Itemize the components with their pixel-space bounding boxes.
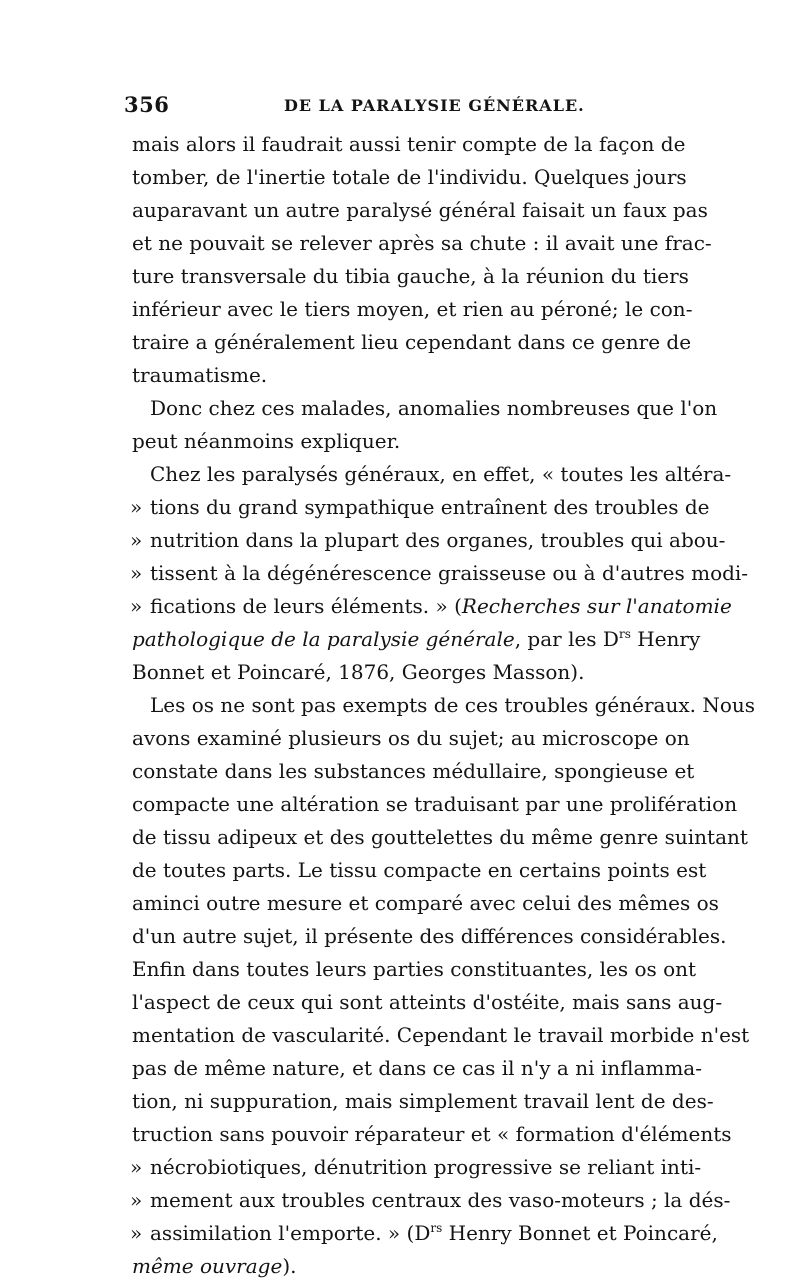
text-line-7: traire a généralement lieu cependant dans ce genre de [132,330,692,354]
text-line-1: mais alors il faudrait aussi tenir compte de la façon de [132,132,686,156]
text-line-33-content: mement aux troubles centraux des vaso-moteurs ; la dés- [150,1188,731,1212]
superscript: rs [618,627,631,641]
text-line-34-content: assimilation l'emporte. » (D [150,1221,431,1245]
running-head [124,92,684,122]
text-line-13 [130,524,726,557]
text-line-4: et ne pouvait se relever après sa chute : il avait une frac- [132,231,712,255]
text-line-14-content: tissent à la dégénérescence graisseuse ou à d'autres modi- [150,561,749,585]
text-line-34 [130,1217,718,1250]
text-line-25: d'un autre sujet, il présente des différences considérables. [132,924,727,948]
quote-mark: » [130,1155,143,1179]
citation-work: même ouvrage [132,1254,283,1278]
running-title: DE LA PARALYSIE GÉNÉRALE. [284,96,585,115]
text-line-12 [130,491,710,524]
quote-mark: » [130,528,143,552]
text-line-12-content: tions du grand sympathique entraînent des troubles de [150,495,710,519]
text-line-22: de tissu adipeux et des gouttelettes du même genre suintant [132,825,748,849]
text-line-32-content: nécrobiotiques, dénutrition progressive se reliant inti- [150,1155,702,1179]
text-line-34-end: Henry Bonnet et Poincaré, [442,1221,718,1245]
text-line-35-end: ). [282,1254,297,1278]
body-text [130,128,756,1283]
text-line-15 [130,590,732,623]
text-line-35 [132,1250,677,1283]
text-line-3: auparavant un autre paralysé général faisait un faux pas [132,198,708,222]
text-line-24: aminci outre mesure et comparé avec celui des mêmes os [132,891,719,915]
text-line-10: peut néanmoins expliquer. [132,429,401,453]
text-line-16-end: Henry [630,627,701,651]
text-line-6: inférieur avec le tiers moyen, et rien au péroné; le con- [132,297,693,321]
text-line-2: tomber, de l'inertie totale de l'individu. Quelques jours [132,165,687,189]
text-line-31: truction sans pouvoir réparateur et « formation d'éléments [132,1122,732,1146]
quote-mark: » [130,1221,143,1245]
text-line-27: l'aspect de ceux qui sont atteints d'ostéite, mais sans aug- [132,990,723,1014]
text-line-28: mentation de vascularité. Cependant le travail morbide n'est [132,1023,750,1047]
text-line-17: Bonnet et Poincaré, 1876, Georges Masson). [132,660,585,684]
text-line-13-content: nutrition dans la plupart des organes, troubles qui abou- [150,528,726,552]
text-line-14 [130,557,749,590]
page-number: 356 [124,92,170,117]
citation-title-start: Recherches sur l'anatomie [461,594,732,618]
quote-mark: » [130,1188,143,1212]
text-line-16-content: , par les D [514,627,619,651]
text-line-9: Donc chez ces malades, anomalies nombreuses que l'on [150,396,718,420]
superscript: rs [430,1221,443,1235]
text-line-15-content: fications de leurs éléments. » ( [150,594,462,618]
text-line-11: Chez les paralysés généraux, en effet, « toutes les altéra- [150,462,732,486]
text-line-5: ture transversale du tibia gauche, à la réunion du tiers [132,264,689,288]
text-line-32 [130,1151,702,1184]
quote-mark: » [130,561,143,585]
text-line-30: tion, ni suppuration, mais simplement travail lent de des- [132,1089,714,1113]
text-line-20: constate dans les substances médullaire, spongieuse et [132,759,695,783]
text-line-23: de toutes parts. Le tissu compacte en certains points est [132,858,707,882]
text-line-16 [132,623,701,656]
text-line-19: avons examiné plusieurs os du sujet; au microscope on [132,726,690,750]
text-line-18: Les os ne sont pas exempts de ces troubles généraux. Nous [150,693,756,717]
text-line-29: pas de même nature, et dans ce cas il n'y a ni inflamma- [132,1056,702,1080]
text-line-8: traumatisme. [132,363,268,387]
text-line-26: Enfin dans toutes leurs parties constituantes, les os ont [132,957,697,981]
citation-title-end: pathologique de la paralysie générale [132,627,515,651]
text-line-33 [130,1184,731,1217]
quote-mark: » [130,495,143,519]
text-line-21: compacte une altération se traduisant par une prolifération [132,792,738,816]
quote-mark: » [130,594,143,618]
